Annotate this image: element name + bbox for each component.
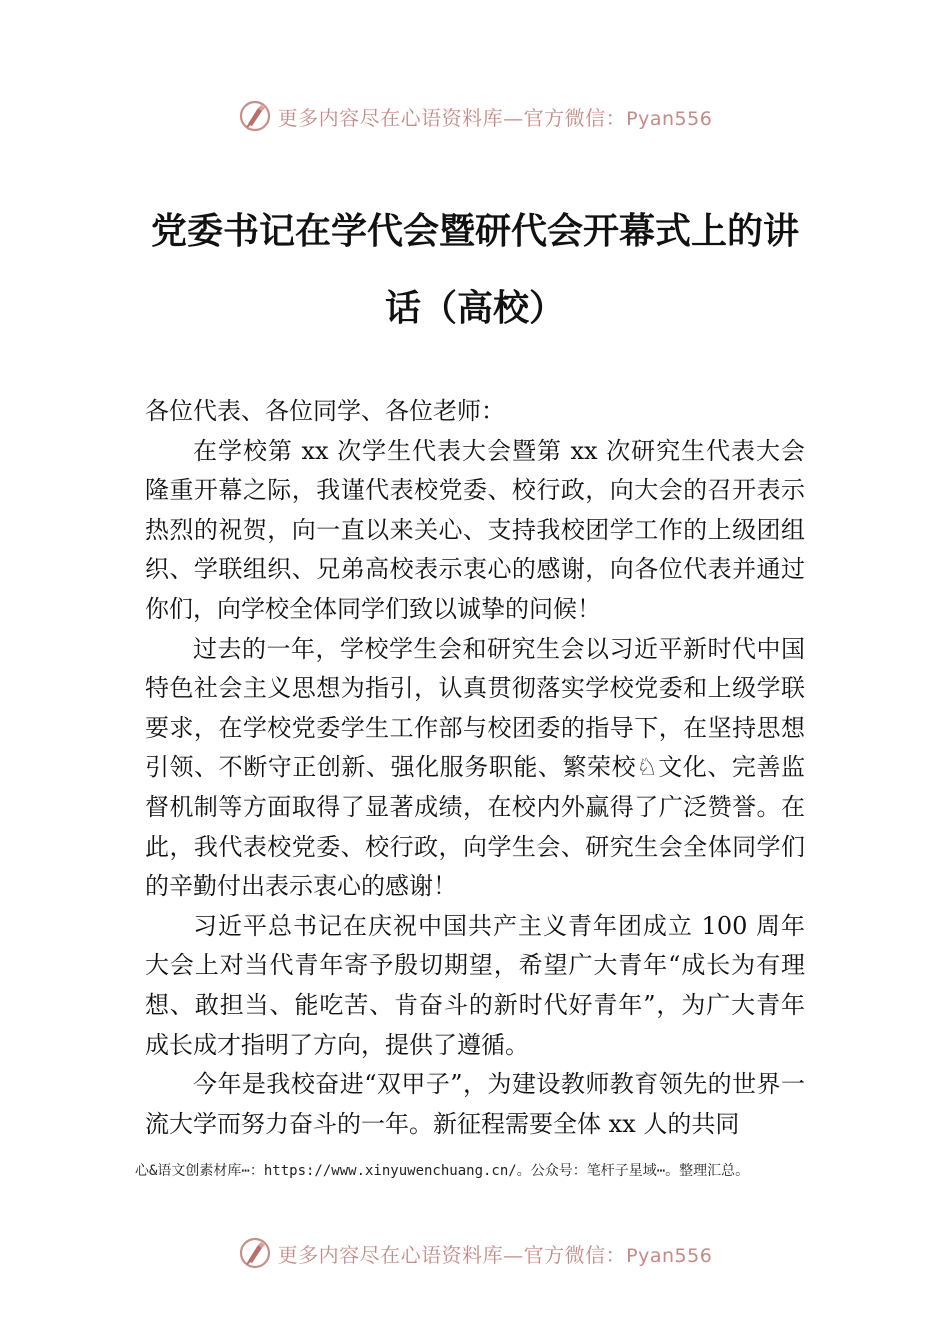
footer-watermark xyxy=(0,1233,950,1273)
wechat-id: Pyan556 xyxy=(626,107,713,130)
document-title-line-2: 话（高校） xyxy=(384,287,565,329)
document-body xyxy=(145,392,805,1144)
paragraph-3: 习近平总书记在庆祝中国共产主义青年团成立 100 周年大会上对当代青年寄予殷切期望，希望广大青年“成长为有理想、敢担当、能吃苦、肯奋斗的新时代好青年”，为广大青年成长成才指明了方向，提供了遵循。 xyxy=(145,911,805,1059)
watermark-text: 更多内容尽在心语资料库—官方微信：Pyan556 xyxy=(277,105,713,130)
watermark-text: 更多内容尽在心语资料库—官方微信：Pyan556 xyxy=(277,1242,713,1267)
source-footnote: 心&语文创素材库⋯：https://www.xinyuwenchuang.cn/。公众号：笔杆子星域⋯。整理汇总。 xyxy=(135,1163,750,1179)
paragraph-4: 今年是我校奋进“双甲子”，为建设教师教育领先的世界一流大学而努力奋斗的一年。新征程需要全体 xx 人的共同 xyxy=(145,1070,805,1138)
document-title-line-1: 党委书记在学代会暨研代会开幕式上的讲 xyxy=(150,210,799,252)
paragraph-2: 过去的一年，学校学生会和研究生会以习近平新时代中国特色社会主义思想为指引，认真贯彻落实学校党委和上级学联要求，在学校党委学生工作部与校团委的指导下，在坚持思想引领、不断守正创新、强化服务职能、繁荣校♘文化、完善监督机制等方面取得了显著成绩，在校内外赢得了广泛赞誉。在此，我代表校党委、校行政，向学生会、研究生会全体同学们的辛勤付出表示衷心的感谢！ xyxy=(145,634,805,901)
pen-nib-logo-icon xyxy=(238,99,272,133)
pen-nib-logo-icon xyxy=(238,1236,272,1270)
greeting: 各位代表、各位同学、各位老师： xyxy=(145,397,505,425)
wechat-id: Pyan556 xyxy=(626,1244,713,1267)
paragraph-1: 在学校第 xx 次学生代表大会暨第 xx 次研究生代表大会隆重开幕之际，我谨代表校党委、校行政，向大会的召开表示热烈的祝贺，向一直以来关心、支持我校团学工作的上级团组织、学联组织、兄弟高校表示衷心的感谢，向各位代表并通过你们，向学校全体同学们致以诚挚的问候！ xyxy=(145,436,805,623)
header-watermark xyxy=(0,96,950,136)
